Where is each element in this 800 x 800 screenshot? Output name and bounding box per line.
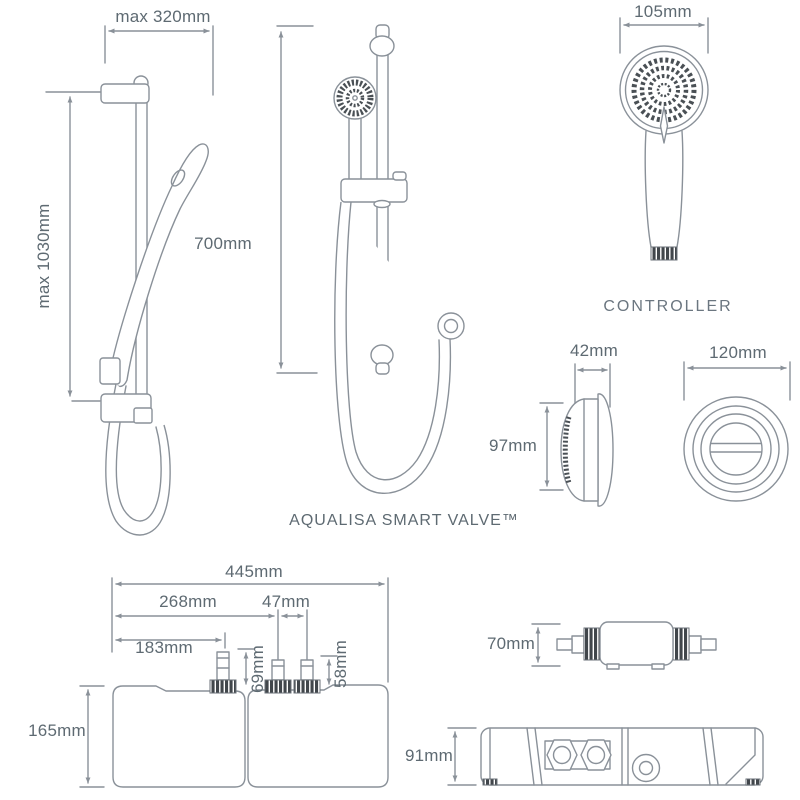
dim-label-valve-inlet-offset: 183mm [135,638,193,657]
dim-label-valve-depth: 165mm [28,721,86,740]
dim-label-valve-outlet-gap: 47mm [261,592,311,611]
dim-label-valve-width: 445mm [225,562,283,581]
valve-side-dimension-lines [532,624,560,666]
rail-front-drawing [334,25,464,493]
rail-side-drawing [100,76,208,535]
dim-label-rail-width: max 320mm [115,7,211,26]
wall-outlet [438,313,464,339]
dim-label-valve-front-height: 91mm [404,746,454,765]
dim-label-rail-height: max 1030mm [34,203,53,309]
valve-side-drawing [557,622,716,669]
caption-smart-valve: AQUALISA SMART VALVE™ [289,512,519,529]
dim-label-controller-face-width: 120mm [709,343,767,362]
valve-front-drawing [481,728,763,785]
dim-label-handset-width: 105mm [634,2,692,21]
dim-label-controller-width: 42mm [569,341,619,360]
controller-flange [598,394,613,506]
dim-label-valve-side-height: 70mm [486,634,536,653]
outlet-stub-2 [301,660,313,680]
dim-label-valve-inlet-stub: 69mm [248,644,267,694]
handset-side [110,144,208,386]
controller-front-drawing [684,397,788,501]
outlet-stub-1 [272,660,284,680]
handset-front-drawing [620,46,708,260]
hose-front-outer [335,202,451,493]
cartridge-body [600,622,673,665]
rail-top-finial [370,36,394,56]
dim-label-controller-height: 97mm [488,436,538,455]
dim-label-valve-outlet-stub: 58mm [331,639,350,689]
round-connector [633,755,660,782]
dim-label-valve-inlet-span: 268mm [159,592,217,611]
handset-inlet-ribbed [651,247,677,260]
handset-holder [100,358,120,384]
wall-bracket [101,84,149,103]
caption-controller: CONTROLLER [603,298,733,315]
hex-connector-1 [547,740,577,770]
hex-connector-2 [581,740,611,770]
slider-bracket-front [341,179,407,202]
dim-label-rail-length: 700mm [194,234,252,253]
rail-bottom-finial [371,345,393,365]
valve-body-left [113,686,245,787]
inlet-stub-1 [217,652,229,680]
controller-front-dimension-lines [684,362,790,400]
controller-side-drawing [561,394,613,506]
controller-dial [710,423,762,475]
valve-body-right [248,685,388,787]
rail-front-dimension-lines [277,26,317,373]
